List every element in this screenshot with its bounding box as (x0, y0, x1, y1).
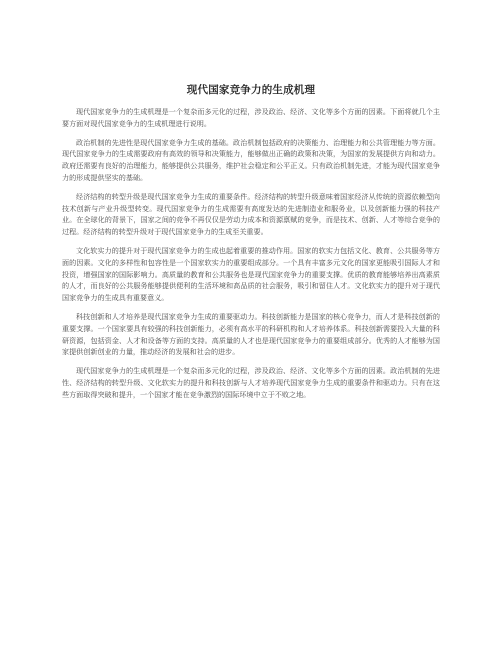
paragraph-politics: 政治机制的先进性是现代国家竞争力生成的基础。政治机制包括政府的决策能力、治理能力和公共管理能力等方面。现代国家竞争力的生成需要政府有高效的领导和决策能力，能够做出正确的政策和决策，为国家的发展提供方向和动力。政府还需要有良好的治理能力，能够提供公共服务，维护社会稳定和公平正义。只有政治机制先进，才能为现代国家竞争力的形成提供坚实的基础。 (62, 137, 440, 182)
paragraph-conclusion: 现代国家竞争力的生成机理是一个复杂而多元化的过程，涉及政治、经济、文化等多个方面的因素。政治机制的先进性、经济结构的转型升级、文化软实力的提升和科技创新与人才培养现代国家竞争力生成的重要条件和驱动力。只有在这些方面取得突破和提升，一个国家才能在竞争激烈的国际环境中立于不败之地。 (62, 366, 440, 399)
paragraph-intro: 现代国家竞争力的生成机理是一个复杂而多元化的过程，涉及政治、经济、文化等多个方面的因素。下面将就几个主要方面对现代国家竞争力的生成机理进行说明。 (62, 107, 440, 128)
document-body (62, 106, 440, 408)
document-title: 现代国家竞争力的生成机理 (186, 84, 316, 96)
paragraph-culture: 文化软实力的提升对于现代国家竞争力的生成也起着重要的推动作用。国家的软实力包括文化、教育、公共服务等方面的因素。文化的多样性和包容性是一个国家软实力的重要组成部分。一个具有丰富多元文化的国家更能吸引国际人才和投资，增强国家的国际影响力。高质量的教育和公共服务也是现代国家竞争力的重要支撑。优质的教育能够培养出高素质的人才，而良好的公共服务能够提供便利的生活环境和高品质的社会服务，吸引和留住人才。文化软实力的提升对于现代国家竞争力的生成具有重要意义。 (62, 245, 440, 303)
paragraph-economy: 经济结构的转型升级是现代国家竞争力生成的重要条件。经济结构的转型升级意味着国家经济从传统的资源依赖型向技术创新与产业升级型转变。现代国家竞争力的生成需要有高度发达的先进制造业和服务业，以及创新能力强的科技产业。在全球化的背景下，国家之间的竞争不再仅仅是劳动力成本和资源禀赋的竞争，而是技术、创新、人才等综合竞争的过程。经济结构的转型升级对于现代国家竞争力的生成至关重要。 (62, 191, 440, 237)
paragraph-technology: 科技创新和人才培养是现代国家竞争力生成的重要驱动力。科技创新能力是国家的核心竞争力，而人才是科技创新的重要支撑。一个国家要具有较强的科技创新能力，必须有高水平的科研机构和人才培养体系。科技创新需要投入大量的科研资源，包括资金、人才和设备等方面的支持。高质量的人才也是现代国家竞争力的重要组成部分。优秀的人才能够为国家提供创新创业的力量，推动经济的发展和社会的进步。 (62, 311, 440, 357)
